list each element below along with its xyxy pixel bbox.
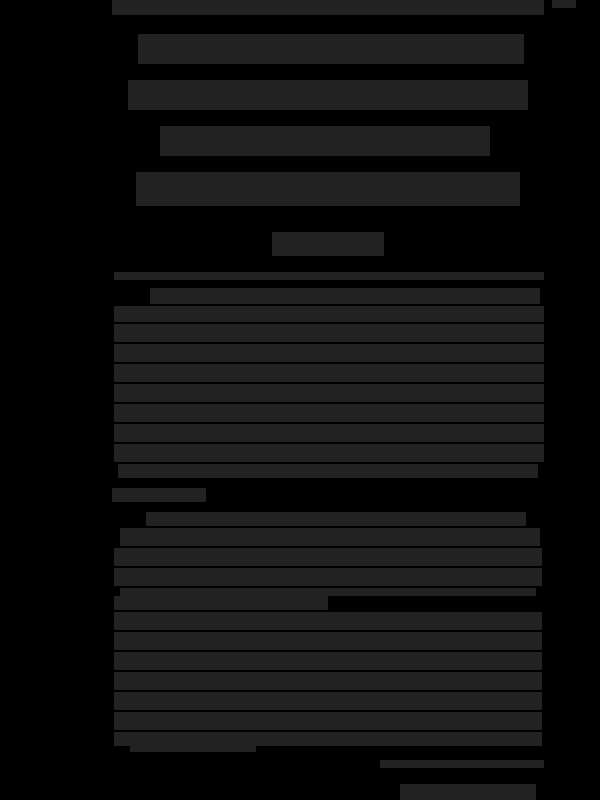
running-header: [112, 0, 544, 15]
page-number: [552, 0, 576, 8]
author-name: [272, 232, 384, 256]
section-heading: [112, 488, 206, 502]
